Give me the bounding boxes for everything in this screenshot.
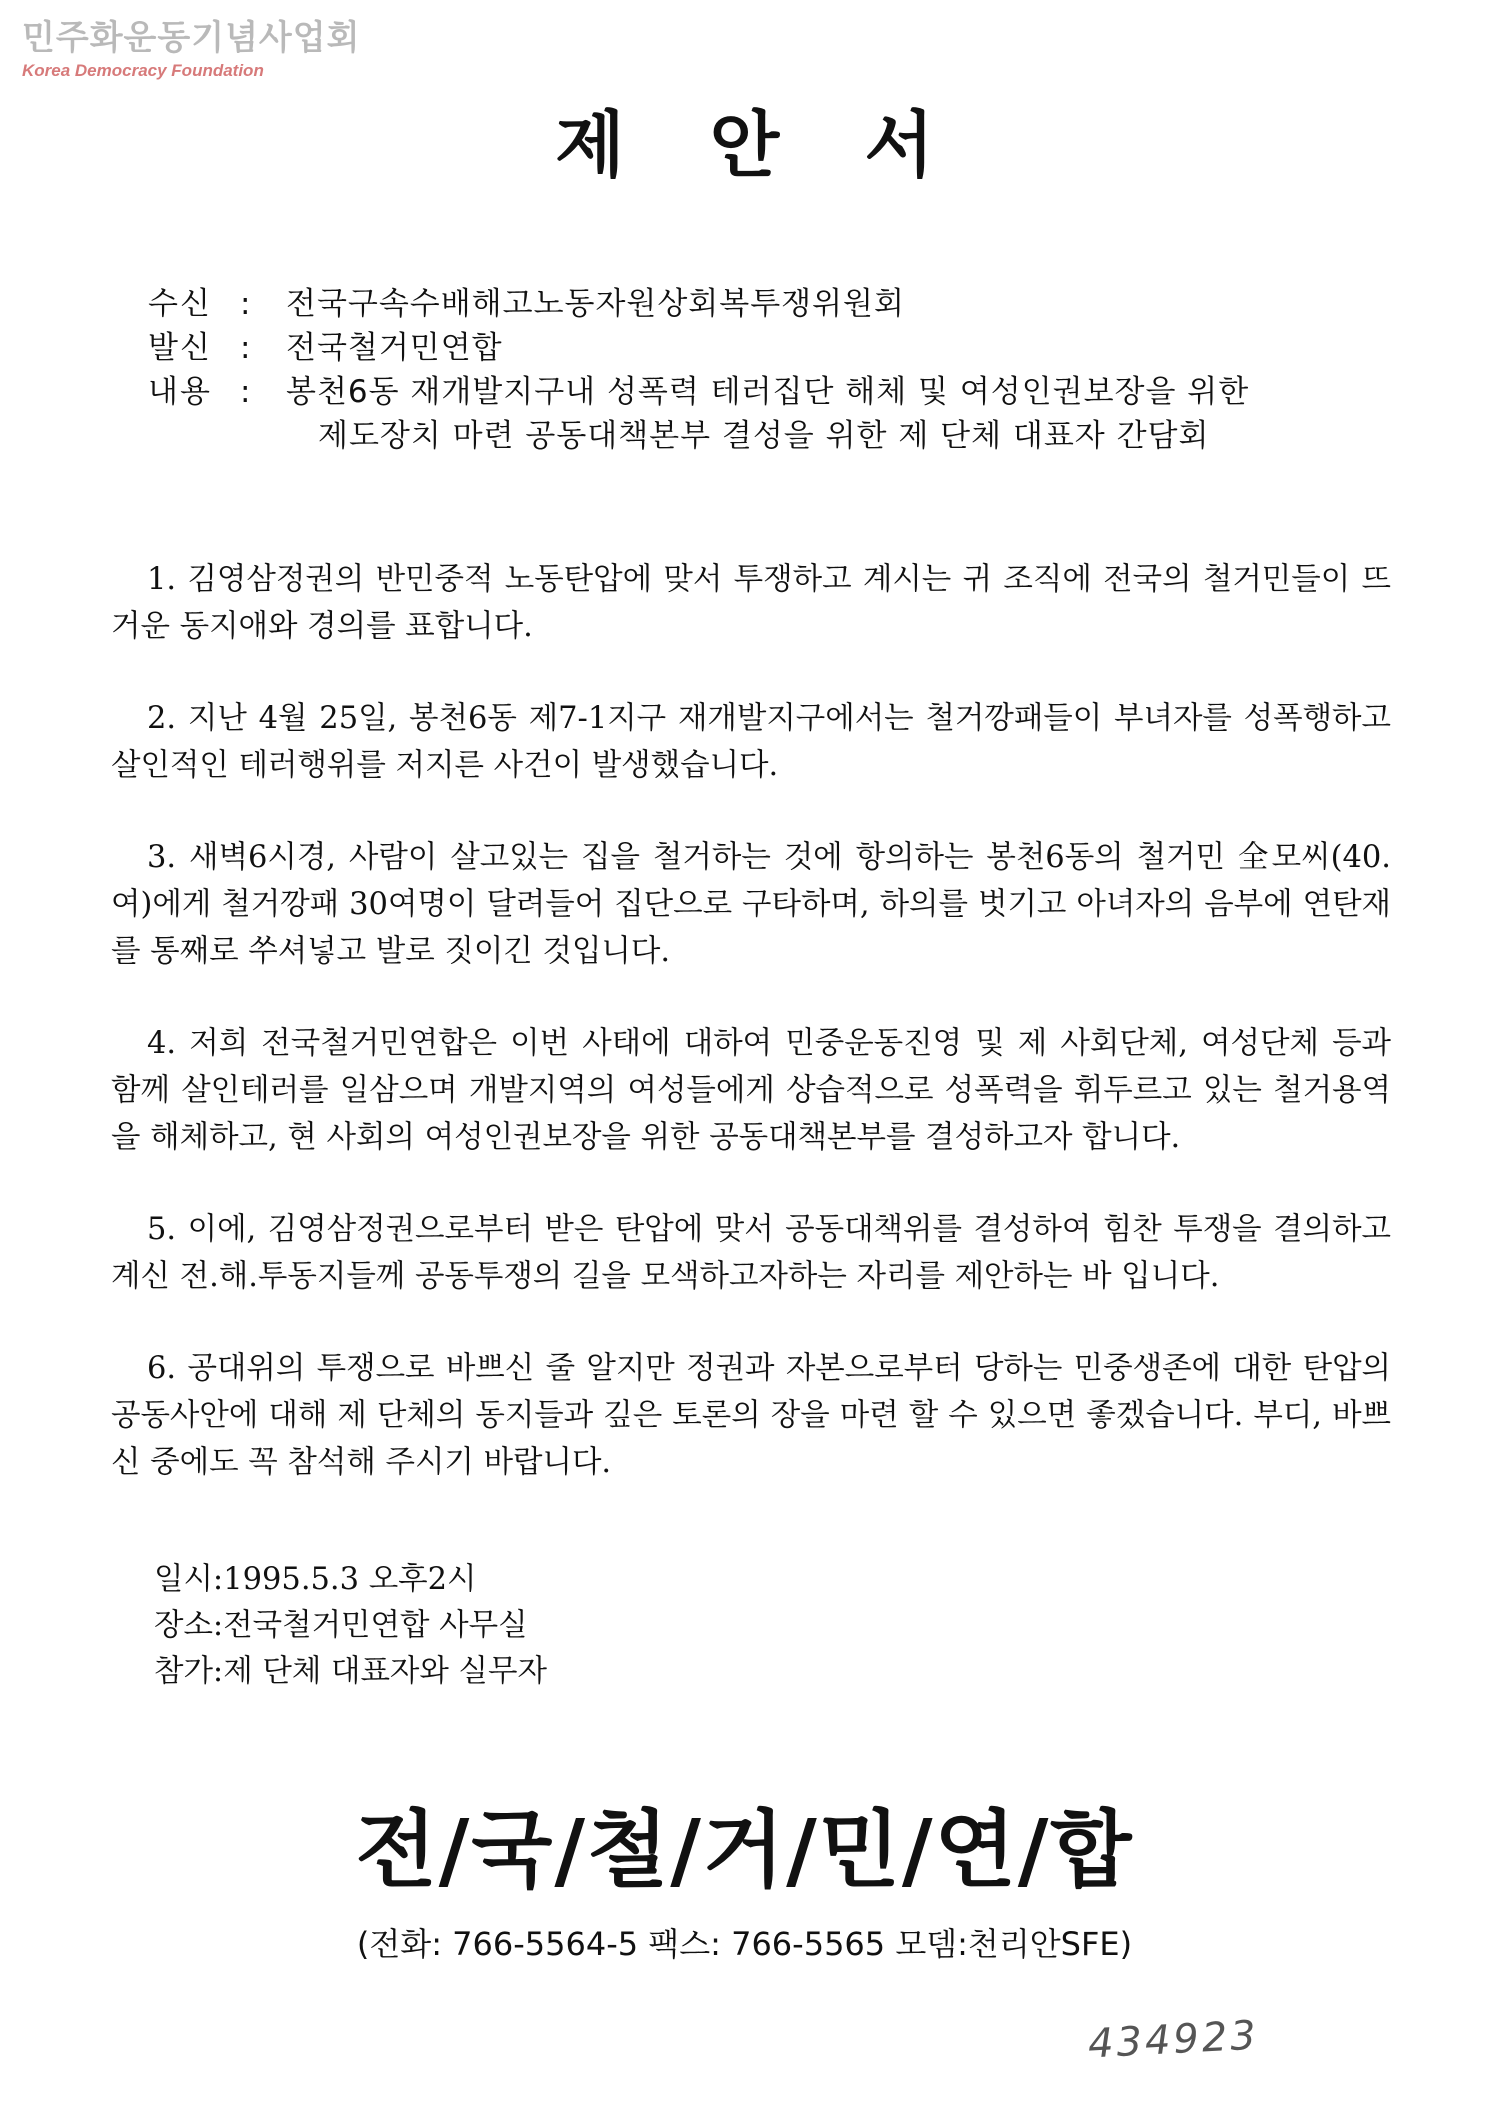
sender-value: 전국철거민연합	[286, 330, 503, 366]
handwritten-number: 434923	[1086, 2012, 1260, 2068]
watermark-english: Korea Democracy Foundation	[22, 61, 264, 80]
content-separator: :	[240, 374, 251, 410]
contact-info: (전화: 766-5564-5 팩스: 766-5565 모뎀:천리안SFE)	[356, 1925, 1133, 1963]
recipient-separator: :	[240, 286, 251, 322]
content-value-line2: 제도장치 마련 공동대책본부 결성을 위한 제 단체 대표자 간담회	[318, 418, 1210, 454]
document-title: 제 안 서	[555, 103, 964, 187]
organization-signature: 전/국/철/거/민/연/합	[355, 1801, 1134, 1899]
watermark-korean: 민주화운동기념사업회	[22, 18, 361, 58]
content-value-line1: 봉천6동 재개발지구내 성폭력 테러집단 해체 및 여성인권보장을 위한	[286, 374, 1250, 410]
foundation-watermark	[22, 18, 360, 82]
meeting-place: 장소:전국철거민연합 사무실	[154, 1608, 528, 1643]
recipient-value: 전국구속수배해고노동자원상회복투쟁위원회	[286, 286, 905, 322]
meeting-details	[154, 1557, 547, 1695]
meeting-datetime: 일시:1995.5.3 오후2시	[154, 1562, 477, 1597]
paragraph-3: 3. 새벽6시경, 사람이 살고있는 집을 철거하는 것에 항의하는 봉천6동의 철거민 全모씨(40.여)에게 철거깡패 30여명이 달려들어 집단으로 구타하며, 하의를 벗기고 아녀자의 음부에 연탄재를 통째로 쑤셔넣고 발로 짓이긴 것입니다.	[111, 840, 1391, 969]
sender-label: 발신	[148, 330, 212, 366]
paragraph-6: 6. 공대위의 투쟁으로 바쁘신 줄 알지만 정권과 자본으로부터 당하는 민중생존에 대한 탄압의 공동사안에 대해 제 단체의 동지들과 깊은 토론의 장을 마련 할 수 있으면 좋겠습니다. 부디, 바쁘신 중에도 꼭 참석해 주시기 바랍니다.	[111, 1351, 1391, 1480]
content-row	[148, 370, 1249, 414]
document-body	[111, 556, 1391, 1531]
sender-separator: :	[240, 330, 251, 366]
recipient-label: 수신	[148, 286, 212, 322]
document-header	[148, 282, 1249, 458]
paragraph-4: 4. 저희 전국철거민연합은 이번 사태에 대하여 민중운동진영 및 제 사회단체, 여성단체 등과 함께 살인테러를 일삼으며 개발지역의 여성들에게 상습적으로 성폭력을 휘두르고 있는 철거용역을 해체하고, 현 사회의 여성인권보장을 위한 공동대책본부를 결성하고자 합니다.	[111, 1026, 1391, 1155]
content-label: 내용	[148, 374, 212, 410]
paragraph-1: 1. 김영삼정권의 반민중적 노동탄압에 맞서 투쟁하고 계시는 귀 조직에 전국의 철거민들이 뜨거운 동지애와 경의를 표합니다.	[111, 562, 1391, 644]
meeting-attendees: 참가:제 단체 대표자와 실무자	[154, 1654, 547, 1689]
paragraph-5: 5. 이에, 김영삼정권으로부터 받은 탄압에 맞서 공동대책위를 결성하여 힘찬 투쟁을 결의하고 계신 전.해.투동지들께 공동투쟁의 길을 모색하고자하는 자리를 제안하는 바 입니다.	[111, 1212, 1391, 1294]
recipient-row	[148, 282, 1249, 326]
sender-row	[148, 326, 1249, 370]
paragraph-2: 2. 지난 4월 25일, 봉천6동 제7-1지구 재개발지구에서는 철거깡패들이 부녀자를 성폭행하고 살인적인 테러행위를 저지른 사건이 발생했습니다.	[111, 701, 1391, 783]
